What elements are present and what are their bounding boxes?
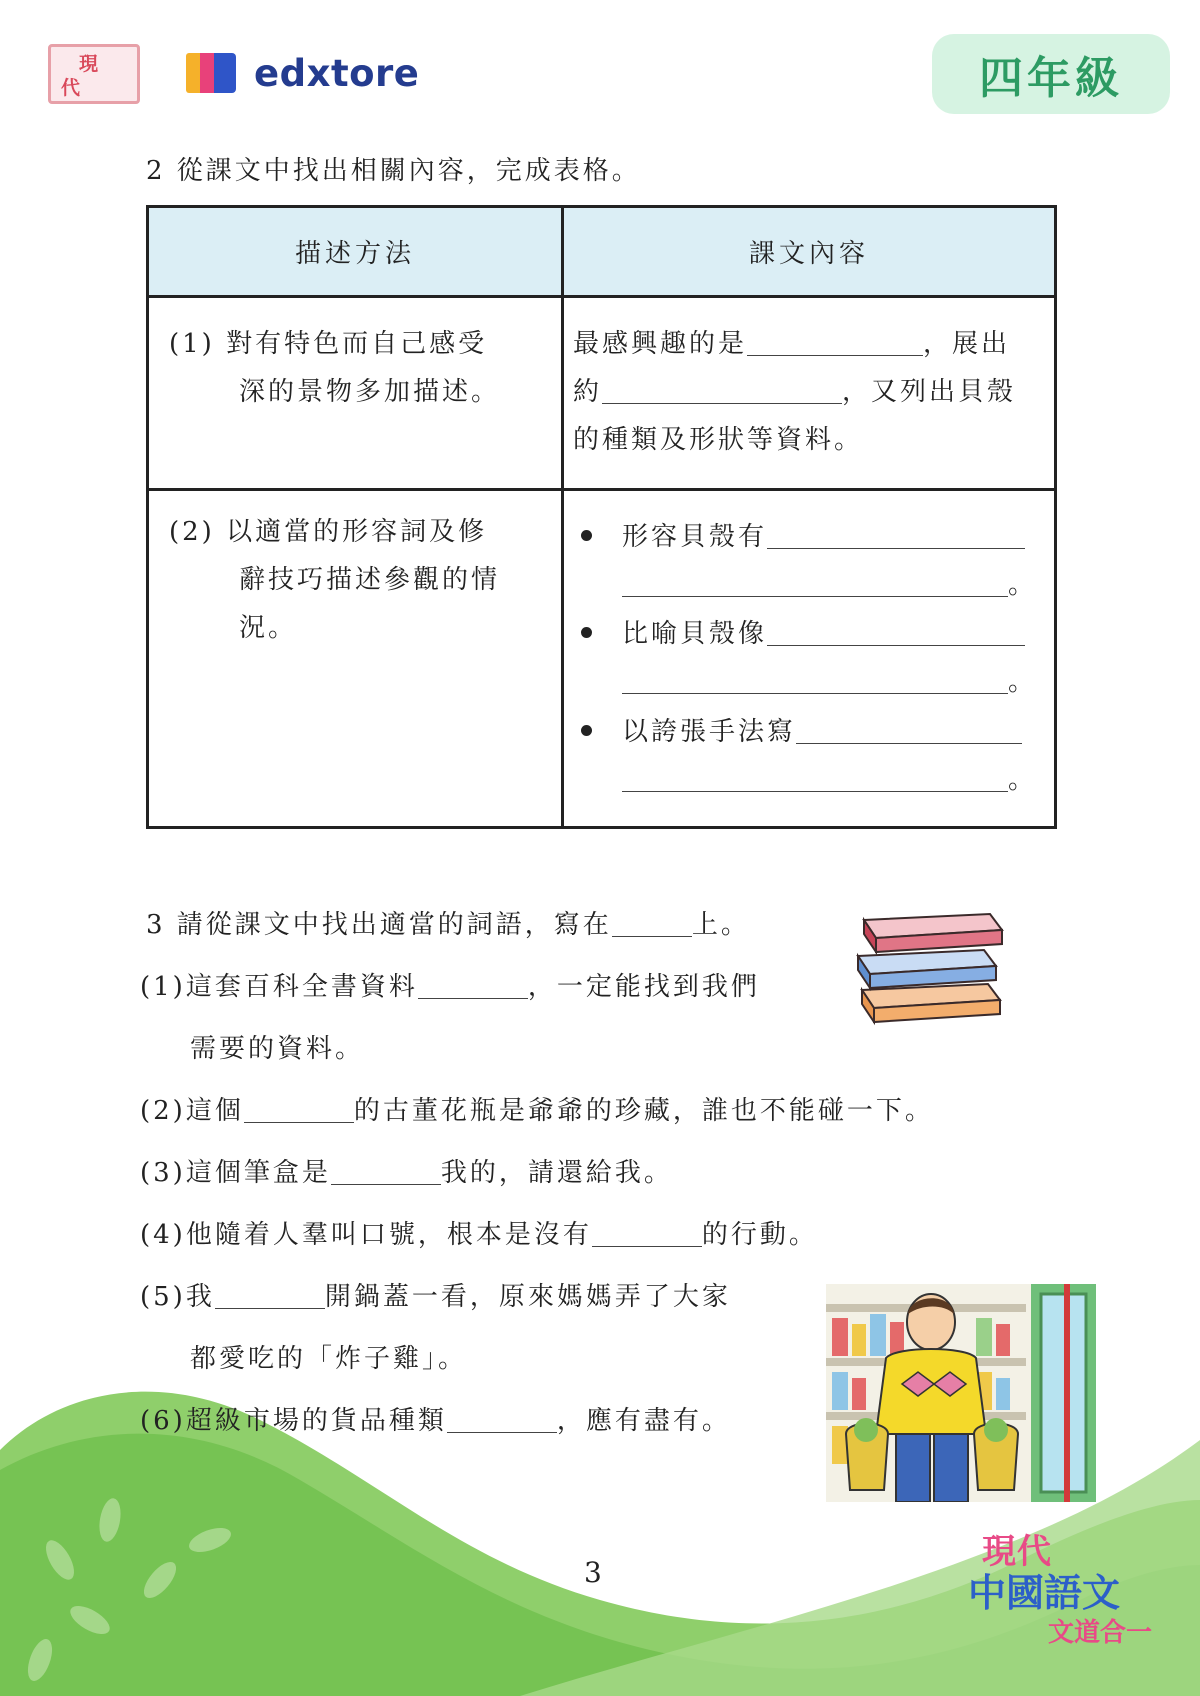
fill-blank[interactable]: [592, 1214, 702, 1247]
publisher-logo-char: 代: [61, 77, 81, 99]
table-header-method: 描述方法: [294, 239, 415, 269]
fill-blank[interactable]: [767, 613, 1025, 646]
q3-title: 3 請從課文中找出適當的詞語，寫在 上。: [146, 904, 750, 941]
books-illustration: [850, 904, 1010, 1026]
fill-blank[interactable]: [602, 371, 842, 404]
series-logo-line2: 中國語文: [968, 1571, 1121, 1615]
row1-method-line2: 深的景物多加描述。: [239, 377, 501, 407]
table-header-content: 課文內容: [748, 239, 869, 269]
grade-badge: 四年級: [932, 34, 1170, 114]
row2-method-line1: (2) 以適當的形容詞及修: [169, 517, 488, 547]
fill-blank[interactable]: [622, 759, 1008, 792]
fill-blank[interactable]: [418, 966, 528, 999]
bullet-continuation: 。: [622, 759, 1037, 796]
q3-item-2: (2)這個 的古董花瓶是爺爺的珍藏，誰也不能碰一下。: [140, 1090, 934, 1127]
q3-item-5: (5)我 開鍋蓋一看，原來媽媽弄了大家: [140, 1276, 731, 1313]
bullet-item: 以誇張手法寫: [581, 711, 1022, 748]
publisher-logo: [48, 44, 140, 104]
series-logo-line1: 現代: [982, 1532, 1052, 1572]
q3-item-5-cont: 都愛吃的「炸子雞」。: [190, 1344, 468, 1374]
row2-method-line2: 辭技巧描述參觀的情: [239, 565, 501, 595]
fill-blank[interactable]: [747, 323, 923, 356]
bullet-icon: [581, 627, 592, 638]
bullet-continuation: 。: [622, 564, 1037, 601]
row2-method-line3: 況。: [239, 613, 298, 643]
row1-content-line1: 最感興趣的是 ，展出: [573, 320, 1010, 368]
brand-mark-icon: [186, 53, 242, 93]
fill-blank[interactable]: [447, 1400, 557, 1433]
fill-blank[interactable]: [622, 661, 1008, 694]
q3-item-1: (1)這套百科全書資料 ，一定能找到我們: [140, 966, 760, 1003]
q3-item-6: (6)超級市場的貨品種類 ，應有盡有。: [140, 1400, 731, 1437]
row1-content-line3: 的種類及形狀等資料。: [573, 425, 864, 455]
bullet-icon: [581, 725, 592, 736]
q2-title: 2 從課文中找出相關內容，完成表格。: [146, 156, 641, 186]
publisher-logo-char: 現: [79, 53, 99, 75]
page-number: 3: [584, 1556, 602, 1589]
bullet-continuation: 。: [622, 661, 1037, 698]
fill-blank[interactable]: [767, 516, 1025, 549]
bullet-item: 形容貝殼有: [581, 516, 1025, 553]
q3-item-4: (4)他隨着人羣叫口號，根本是沒有 的行動。: [140, 1214, 818, 1251]
fill-blank[interactable]: [796, 711, 1022, 744]
bullet-icon: [581, 530, 592, 541]
bullet-item: 比喻貝殼像: [581, 613, 1025, 650]
q2-table: [146, 205, 1057, 829]
row1-content-line2: 約 ，又列出貝殼: [573, 368, 1016, 416]
fill-blank[interactable]: [244, 1090, 354, 1123]
supermarket-shopper-illustration: [826, 1284, 1096, 1502]
q3-item-3: (3)這個筆盒是 我的，請還給我。: [140, 1152, 673, 1189]
brand-logo: [186, 52, 419, 94]
fill-blank[interactable]: [622, 564, 1008, 597]
fill-blank[interactable]: [215, 1276, 325, 1309]
series-logo-line3: 文道合一: [1048, 1618, 1153, 1648]
brand-name: edxtore: [254, 51, 420, 95]
fill-blank[interactable]: [612, 904, 692, 937]
fill-blank[interactable]: [331, 1152, 441, 1185]
row1-method-line1: (1) 對有特色而自己感受: [169, 329, 488, 359]
q3-item-1-cont: 需要的資料。: [190, 1034, 365, 1064]
